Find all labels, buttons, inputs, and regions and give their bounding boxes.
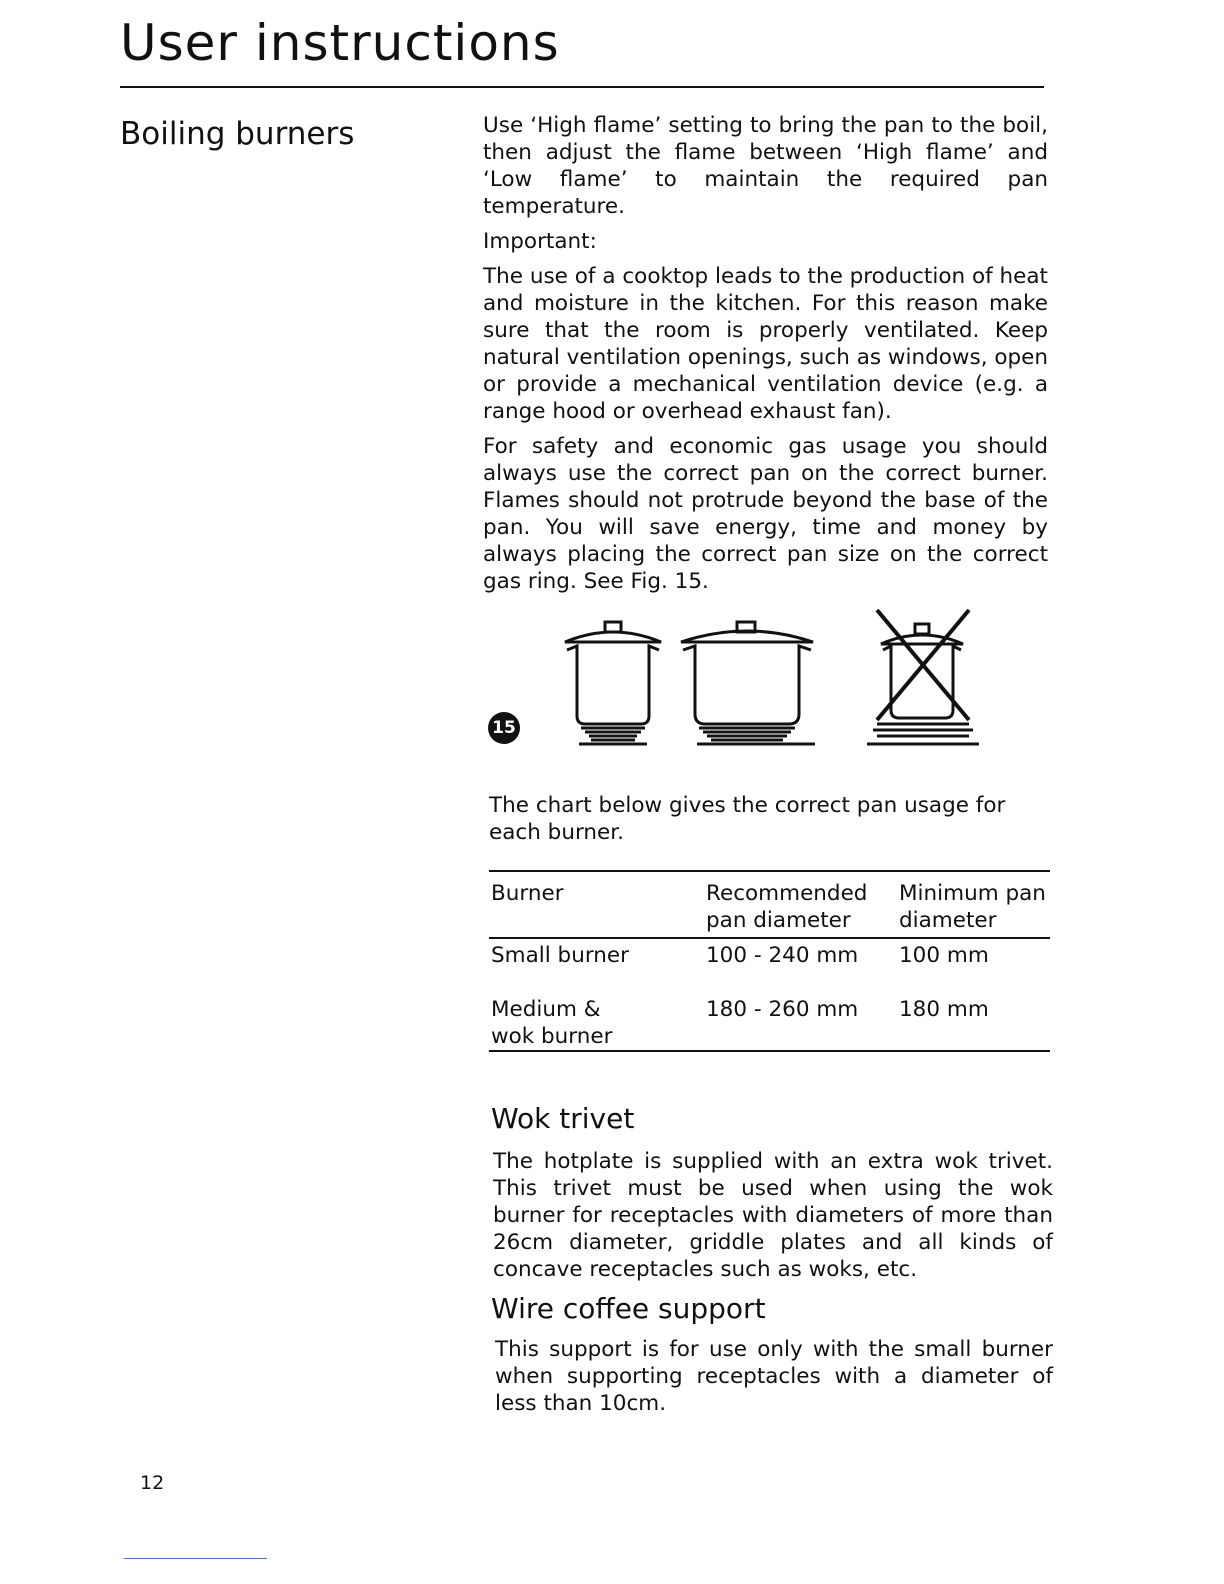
coffee-support-heading: Wire coffee support (491, 1292, 766, 1325)
wok-trivet-heading: Wok trivet (491, 1102, 635, 1135)
table-header-recommended: Recommended pan diameter (706, 881, 868, 933)
incorrect-pan-icon (867, 610, 979, 744)
large-pan-icon (681, 622, 815, 744)
table-header-rule (489, 937, 1050, 939)
table-cell: Medium & wok burner (491, 997, 613, 1049)
figure-number-badge: 15 (488, 712, 520, 744)
table-cell: 180 mm (899, 997, 989, 1022)
table-bottom-rule (489, 1050, 1050, 1052)
table-cell: 100 mm (899, 943, 989, 968)
table-cell: Small burner (491, 943, 629, 968)
title-divider (120, 86, 1044, 88)
chart-intro: The chart below gives the correct pan usage for each burner. (489, 793, 1006, 845)
section-heading: Boiling burners (120, 116, 355, 152)
important-label: Important: (483, 229, 597, 254)
bottom-divider (124, 1558, 267, 1559)
small-pan-icon (565, 622, 661, 744)
pan-size-figure (485, 600, 985, 760)
paragraph-flame-setting: Use ‘High flame’ setting to bring the pan to the boil, then adjust the flame between ‘High flame’ and ‘Low flame’ to maintain the required pan temperature. (483, 113, 1048, 219)
table-header-burner: Burner (491, 881, 564, 906)
table-header-minimum: Minimum pan diameter (899, 881, 1046, 933)
table-top-rule (489, 870, 1050, 872)
page-title: User instructions (120, 14, 560, 72)
wok-trivet-text: The hotplate is supplied with an extra wok trivet. This trivet must be used when using the wok burner for receptacles with diameters of more than 26cm diameter, griddle plates and all kinds of concave receptacles such as woks, etc. (493, 1149, 1053, 1282)
coffee-support-text: This support is for use only with the small burner when supporting receptacles with a diameter of less than 10cm. (495, 1337, 1053, 1416)
paragraph-pan-usage: For safety and economic gas usage you should always use the correct pan on the correct burner. Flames should not protrude beyond the base of the pan. You will save energy, time and money by always placing the correct pan size on the correct gas ring. See Fig. 15. (483, 434, 1048, 594)
table-cell: 100 - 240 mm (706, 943, 859, 968)
page-number: 12 (140, 1472, 165, 1494)
table-cell: 180 - 260 mm (706, 997, 859, 1022)
body-text (483, 112, 1048, 603)
paragraph-ventilation: The use of a cooktop leads to the production of heat and moisture in the kitchen. For this reason make sure that the room is properly ventilated. Keep natural ventilation openings, such as windows, open or provide a mechanical ventilation device (e.g. a range hood or overhead exhaust fan). (483, 264, 1049, 424)
